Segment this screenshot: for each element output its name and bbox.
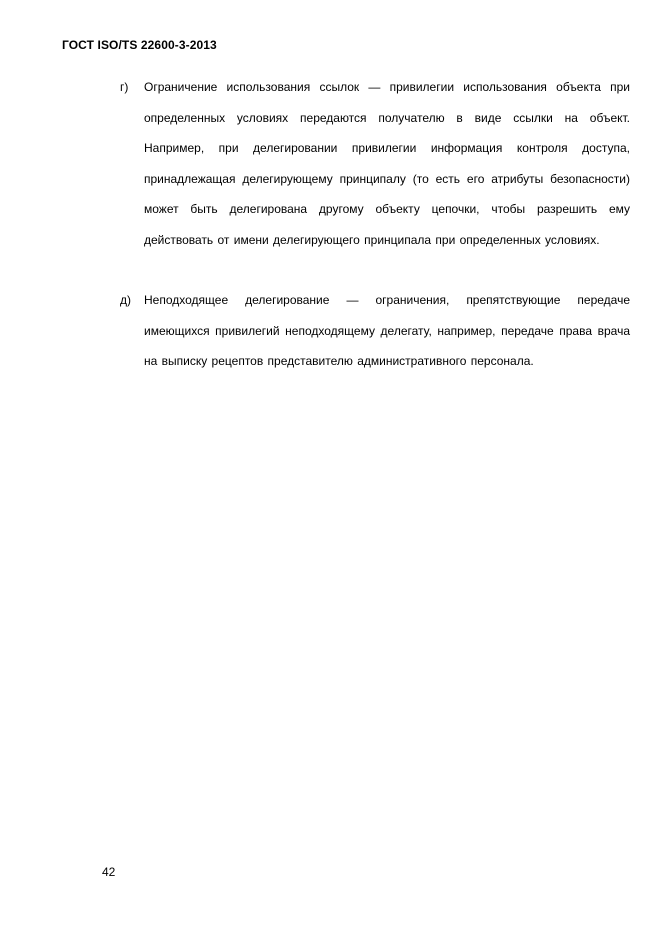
document-header: ГОСТ ISO/TS 22600-3-2013: [62, 38, 217, 52]
list-item-text: Неподходящее делегирование — ограничения, препятствующие передаче имеющихся привилегий неподходящему делегату, например, передаче права врача на выписку рецептов представителю административного персонала.: [144, 293, 630, 368]
list-item-text: Ограничение использования ссылок — привилегии использования объекта при определенных условиях передаются получателю в виде ссылки на объект. Например, при делегировании привилегии информация контроля доступа, принадлежащая делегирующему принципалу (то есть его атрибуты безопасности) может быть делегирована другому объекту цепочки, чтобы разрешить ему действовать от имени делегирующего принципала при определенных условиях.: [144, 80, 630, 247]
list-item-marker: г): [120, 80, 129, 94]
page-number: 42: [102, 865, 116, 879]
list-item-marker: д): [120, 293, 131, 307]
